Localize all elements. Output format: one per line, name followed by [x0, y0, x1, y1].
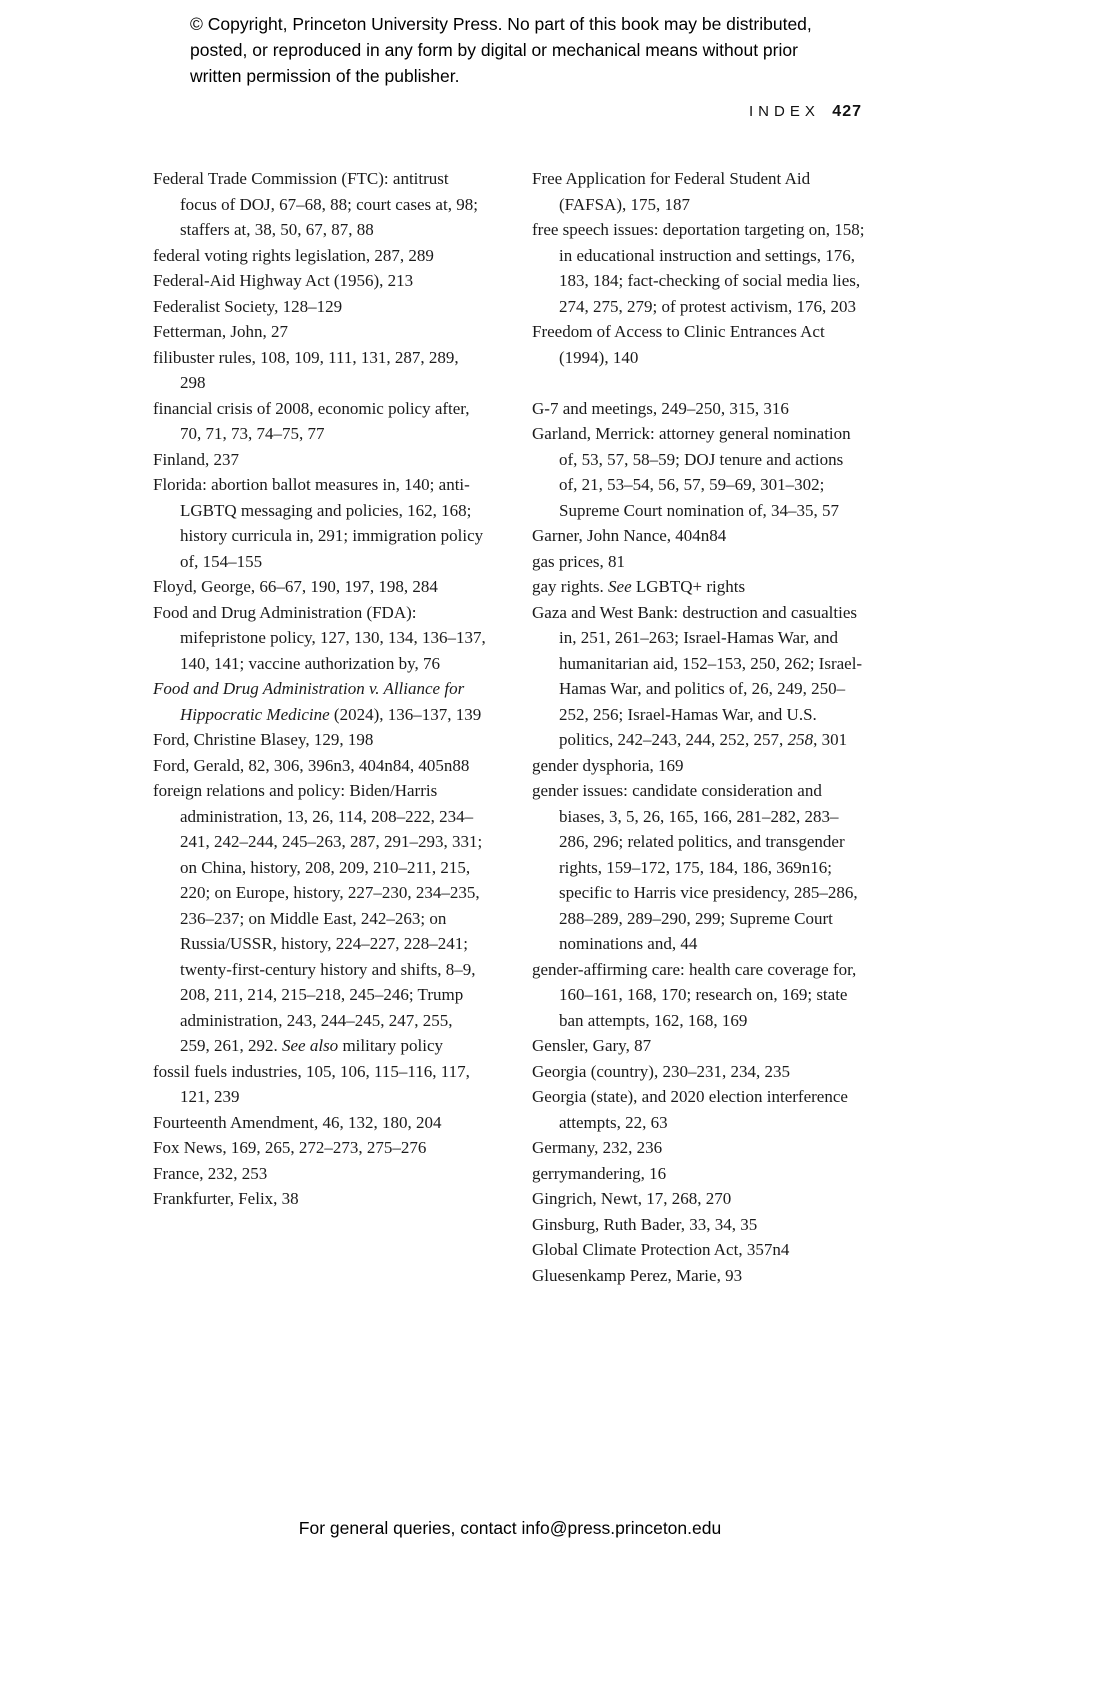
index-entry	[153, 1135, 486, 1161]
index-entry-text: gender issues: candidate consideration and biases, 3, 5, 26, 165, 166, 281–282, 283–286, 296; related politics, and transgender rights, 159–172, 175, 184, 186, 369n16; specific to Harris vice presidency, 285–286, 288–289, 289–290, 299; Supreme Court nominations and, 44	[532, 781, 858, 953]
index-entry-text: Fetterman, John, 27	[153, 322, 289, 341]
index-column-right	[532, 166, 865, 1288]
index-column-left	[153, 166, 486, 1288]
index-entry-text: Garland, Merrick: attorney general nomination of, 53, 57, 58–59; DOJ tenure and actions of, 21, 53–54, 56, 57, 59–69, 301–302; Supreme Court nomination of, 34–35, 57	[532, 424, 851, 520]
index-entry-text: Garner, John Nance, 404n84	[532, 526, 727, 545]
index-entry	[153, 294, 486, 320]
index-entry	[532, 166, 865, 217]
index-entry-text: Gluesenkamp Perez, Marie, 93	[532, 1265, 743, 1285]
index-entry	[532, 778, 865, 957]
index-entry	[153, 447, 486, 473]
index-entry-text: free speech issues: deportation targeting on, 158; in educational instruction and settings, 176, 183, 184; fact-checking of social media lies, 274, 275, 279; of protest activism, 176, 203	[532, 220, 865, 316]
index-entry	[153, 727, 486, 753]
index-entry-text: Fourteenth Amendment, 46, 132, 180, 204	[153, 1112, 442, 1132]
index-entry-text: Georgia (state), and 2020 election interference attempts, 22, 63	[532, 1087, 848, 1132]
index-entry-text: , 301	[813, 730, 848, 749]
index-entry	[532, 1059, 865, 1085]
index-entry-text: G-7 and meetings, 249–250, 315, 316	[532, 398, 789, 418]
index-entry-text: Ginsburg, Ruth Bader, 33, 34, 35	[532, 1214, 758, 1234]
index-entry	[153, 600, 486, 677]
index-entry-text: Ford, Christine Blasey, 129, 198	[153, 730, 374, 749]
index-entry-text: Gensler, Gary, 87	[532, 1036, 652, 1055]
index-entry-text: gender-affirming care: health care coverage for, 160–161, 168, 170; research on, 169; state ban attempts, 162, 168, 169	[532, 959, 857, 1030]
index-entry-text: (2024), 136–137, 139	[329, 704, 482, 724]
index-entry	[532, 217, 865, 319]
index-entry	[153, 472, 486, 574]
index-entry-text: Federal-Aid Highway Act (1956), 213	[153, 271, 414, 290]
index-entry-italic-text: See also	[282, 1036, 339, 1055]
index-entry	[153, 396, 486, 447]
index-entry	[153, 319, 486, 345]
index-entry	[532, 957, 865, 1034]
index-entry	[153, 268, 486, 294]
index-entry	[153, 345, 486, 396]
index-entry	[153, 166, 486, 243]
index-entry-text: Finland, 237	[153, 449, 239, 469]
index-entry-text: Gaza and West Bank: destruction and casualties in, 251, 261–263; Israel-Hamas War, and humanitarian aid, 152–153, 250, 262; Israel-Hamas War, and politics of, 26, 249, 250–252, 256; Israel-Hamas War, and U.S. politics, 242–243, 244, 252, 257,	[532, 602, 863, 749]
index-entry-text: Gingrich, Newt, 17, 268, 270	[532, 1189, 732, 1208]
index-entry	[153, 243, 486, 269]
index-entry	[153, 574, 486, 600]
index-entry-text: Federalist Society, 128–129	[153, 296, 343, 316]
index-entry-text: foreign relations and policy: Biden/Harris administration, 13, 26, 114, 208–222, 234–241, 242–244, 245–263, 287, 291–293, 331; on China, history, 208, 209, 210–211, 215, 220; on Europe, history, 227–230, 234–235, 236–237; on Middle East, 242–263; on Russia/USSR, history, 224–227, 228–241; twenty-first-century history and shifts, 8–9, 208, 211, 214, 215–218, 245–246; Trump administration, 243, 244–245, 247, 255, 259, 261, 292.	[153, 781, 483, 1055]
index-entry-text: federal voting rights legislation, 287, 289	[153, 245, 434, 265]
index-entry	[153, 1059, 486, 1110]
index-entry	[532, 1135, 865, 1161]
index-entry-italic-text: See	[608, 577, 632, 596]
index-entry	[532, 753, 865, 779]
index-entry	[532, 319, 865, 370]
index-entry	[153, 1110, 486, 1136]
index-entry-text: LGBTQ+ rights	[631, 577, 746, 596]
index-entry	[532, 1263, 865, 1289]
index-entry	[153, 1186, 486, 1212]
index-entry-text: gay rights.	[532, 577, 609, 596]
index-entry	[532, 600, 865, 753]
index-entry	[532, 1186, 865, 1212]
index-entry	[532, 1237, 865, 1263]
index-entry	[532, 1084, 865, 1135]
index-entry-text: Global Climate Protection Act, 357n4	[532, 1240, 790, 1259]
index-entry-text: Ford, Gerald, 82, 306, 396n3, 404n84, 405n88	[153, 755, 470, 775]
index-entry	[153, 1161, 486, 1187]
index-entry-text: filibuster rules, 108, 109, 111, 131, 287, 289, 298	[153, 347, 459, 392]
index-entry-text: Freedom of Access to Clinic Entrances Act (1994), 140	[532, 322, 825, 367]
index-entry	[532, 421, 865, 523]
page-number: 427	[832, 103, 862, 120]
index-entry-text: financial crisis of 2008, economic policy after, 70, 71, 73, 74–75, 77	[153, 398, 470, 443]
index-entry-text: gender dysphoria, 169	[532, 755, 684, 775]
index-entry	[532, 574, 865, 600]
index-entry-text: Federal Trade Commission (FTC): antitrust focus of DOJ, 67–68, 88; court cases at, 98; staffers at, 38, 50, 67, 87, 88	[153, 169, 478, 239]
index-entry-text: Frankfurter, Felix, 38	[153, 1189, 299, 1208]
index-entry-italic-text: Food and Drug Administration v. Alliance for Hippocratic Medicine	[153, 679, 465, 724]
index-entry-text: Floyd, George, 66–67, 190, 197, 198, 284	[153, 577, 438, 596]
index-entry-text: Florida: abortion ballot measures in, 140; anti-LGBTQ messaging and policies, 162, 168; history curricula in, 291; immigration policy of, 154–155	[153, 475, 484, 571]
index-entry	[532, 1161, 865, 1187]
index-entry	[532, 1212, 865, 1238]
index-entry-text: Germany, 232, 236	[532, 1138, 663, 1157]
index-entry	[532, 523, 865, 549]
index-entry	[153, 778, 486, 1059]
index-entry-text: fossil fuels industries, 105, 106, 115–116, 117, 121, 239	[153, 1061, 470, 1106]
index-entry-text: Georgia (country), 230–231, 234, 235	[532, 1061, 790, 1081]
index-entry	[153, 753, 486, 779]
index-entry-text: France, 232, 253	[153, 1163, 268, 1183]
index-entry	[532, 1033, 865, 1059]
index-entry-text: Food and Drug Administration (FDA): mifepristone policy, 127, 130, 134, 136–137, 140, 141; vaccine authorization by, 76	[153, 602, 486, 673]
footer-query-note: For general queries, contact info@press.princeton.edu	[298, 1518, 722, 1538]
index-entry-text: military policy	[338, 1036, 444, 1055]
index-heading: INDEX	[749, 103, 820, 120]
index-entry	[153, 676, 486, 727]
index-entry-text: Free Application for Federal Student Aid (FAFSA), 175, 187	[532, 169, 811, 214]
index-columns	[153, 166, 865, 1288]
index-entry-text: gas prices, 81	[532, 551, 626, 571]
index-entry	[532, 396, 865, 422]
index-entry-text: gerrymandering, 16	[532, 1163, 667, 1183]
index-entry-italic-text: 258	[787, 730, 814, 749]
running-head	[153, 103, 862, 121]
index-entry-text: Fox News, 169, 265, 272–273, 275–276	[153, 1138, 427, 1157]
copyright-notice: © Copyright, Princeton University Press. No part of this book may be distributed, posted, or reproduced in any form by digital or mechanical means without prior written permission of the publisher.	[190, 14, 812, 86]
index-entry	[532, 549, 865, 575]
